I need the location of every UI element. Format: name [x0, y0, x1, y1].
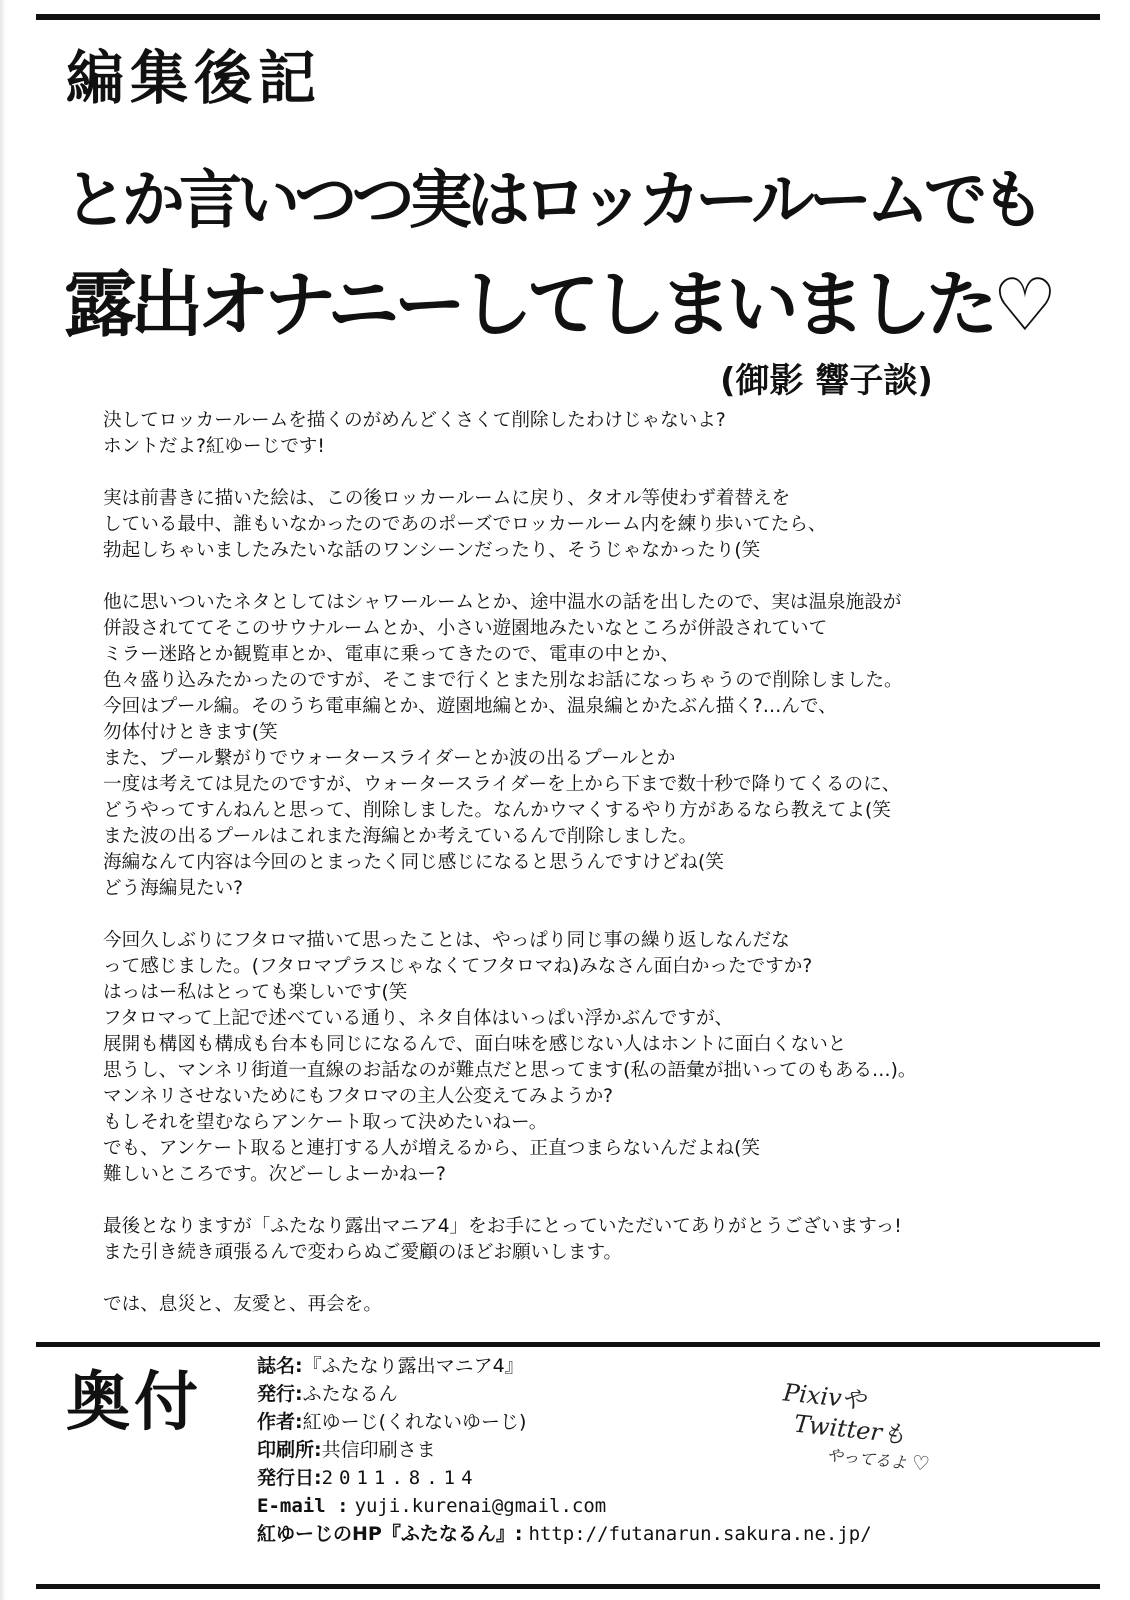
paragraph-line: している最中、誰もいなかったのであのポーズでロッカールーム内を練り歩いてたら、 [103, 514, 827, 535]
colophon-row-date [257, 1464, 872, 1492]
colophon-label: E-mail : [257, 1495, 349, 1517]
paragraph-line: 今回久しぶりにフタロマ描いて思ったことは、やっぱり同じ事の繰り返しなんだな [103, 930, 790, 951]
paragraph-line: 他に思いついたネタとしてはシャワールームとか、途中温水の話を出したので、実は温泉施設が [103, 592, 902, 613]
paragraph [103, 928, 1093, 1188]
paragraph-line: ホントだよ?紅ゆーじです! [103, 436, 325, 457]
bottom-rule [36, 1584, 1100, 1589]
email-link[interactable]: yuji.kurenai@gmail.com [354, 1495, 607, 1517]
colophon-label: 発行日: [257, 1467, 322, 1489]
paragraph-line: では、息災と、友愛と、再会を。 [103, 1294, 382, 1315]
paragraph [103, 590, 1093, 902]
headline-attribution: (御影 響子談) [720, 361, 933, 401]
top-rule [36, 14, 1100, 20]
note-line-3-text: やってるよ [826, 1445, 908, 1473]
headline-line-1: とか言いつつ実はロッカールームでも [64, 163, 1039, 237]
paragraph-line: また、プール繋がりでウォータースライダーとか波の出るプールとか [103, 748, 676, 769]
paragraph [103, 1214, 1093, 1266]
paragraph-line: 色々盛り込みたかったのですが、そこまで行くとまた別なお話になっちゃうので削除しました。 [103, 670, 903, 691]
paragraph-line: 併設されててそこのサウナルームとか、小さい遊園地みたいなところが併設されていて [103, 618, 828, 639]
colophon-label: 紅ゆーじのHP『ふたなるん』: [257, 1523, 523, 1545]
scan-edge [0, 0, 6, 1600]
paragraph-line: 勃起しちゃいましたみたいな話のワンシーンだったり、そうじゃなかったり(笑 [103, 540, 761, 561]
colophon-row-title [257, 1352, 872, 1380]
paragraph-line: 難しいところです。次どーしよーかねー? [103, 1164, 446, 1185]
heart-icon: ♡ [910, 1450, 931, 1476]
paragraph-line: 海編なんて内容は今回のとまったく同じ感じになると思うんですけどね(笑 [103, 852, 724, 873]
colophon-label: 作者: [257, 1411, 303, 1433]
paragraph-line: 最後となりますが「ふたなり露出マニア4」をお手にとっていただいてありがとうございますっ! [103, 1216, 902, 1237]
paragraph [103, 1292, 1093, 1318]
paragraph-line: どう海編見たい? [103, 878, 244, 899]
colophon-label: 発行: [257, 1383, 303, 1405]
paragraph [103, 486, 1093, 564]
homepage-link[interactable]: http://futanarun.sakura.ne.jp/ [528, 1523, 872, 1545]
paragraph-line: って感じました。(フタロマプラスじゃなくてフタロマね)みなさん面白かったですか? [103, 956, 813, 977]
paragraph-line: ミラー迷路とか観覧車とか、電車に乗ってきたので、電車の中とか、 [103, 644, 680, 665]
headline-line-2: 露出オナニーしてしまいました♡ [64, 264, 1052, 348]
paragraph-line: どうやってすんねんと思って、削除しました。なんかウマくするやり方があるなら教えてよ(笑 [103, 800, 891, 821]
page-heading: 編集後記 [66, 44, 323, 112]
paragraph-line: でも、アンケート取ると連打する人が増えるから、正直つまらないんだよね(笑 [103, 1138, 760, 1159]
paragraph-line: 決してロッカールームを描くのがめんどくさくて削除したわけじゃないよ? [103, 410, 726, 431]
colophon-value: 紅ゆーじ(くれないゆーじ) [302, 1411, 527, 1433]
colophon-value: 2011.8.14 [321, 1467, 479, 1489]
paragraph-line: 一度は考えては見たのですが、ウォータースライダーを上から下まで数十秒で降りてくるのに、 [103, 774, 901, 795]
handwritten-note [776, 1377, 954, 1478]
paragraph-line: 思うし、マンネリ街道一直線のお話なのが難点だと思ってます(私の語彙が拙いってのもある…)。 [103, 1060, 917, 1081]
colophon-label: 印刷所: [257, 1439, 322, 1461]
note-line-1: Pixivや [781, 1378, 867, 1415]
colophon-label: 誌名: [257, 1355, 303, 1377]
paragraph-line: また波の出るプールはこれまた海編とか考えているんで削除しました。 [103, 826, 698, 847]
paragraph-line: もしそれを望むならアンケート取って決めたいねー。 [103, 1112, 548, 1133]
colophon-value: 共信印刷さま [321, 1439, 436, 1461]
colophon-row-homepage [257, 1520, 872, 1548]
paragraph-line: マンネリさせないためにもフタロマの主人公変えてみようか? [103, 1086, 614, 1107]
paragraph [103, 408, 1093, 460]
paragraph-line: 展開も構図も構成も台本も同じになるんで、面白味を感じない人はホントに面白くないと [103, 1034, 847, 1055]
paragraph-line: 今回はプール編。そのうち電車編とか、遊園地編とか、温泉編とかたぶん描く?…んで、 [103, 696, 837, 717]
colophon-row-email [257, 1492, 872, 1520]
colophon-value: 『ふたなり露出マニア4』 [302, 1355, 524, 1377]
colophon-value: ふたなるん [302, 1383, 398, 1405]
paragraph-line: 実は前書きに描いた絵は、この後ロッカールームに戻り、タオル等使わず着替えを [103, 488, 791, 509]
paragraph-line: はっはー私はとっても楽しいです(笑 [103, 982, 408, 1003]
afterword-body [103, 408, 1093, 1344]
paragraph-line: 勿体付けときます(笑 [103, 722, 278, 743]
colophon-row-publisher [257, 1380, 872, 1408]
note-line-2: Twitterも [792, 1409, 908, 1450]
middle-rule [36, 1342, 1100, 1347]
paragraph-line: また引き続き頑張るんで変わらぬご愛顧のほどお願いします。 [103, 1242, 623, 1263]
colophon-title: 奥付 [66, 1366, 202, 1440]
paragraph-line: フタロマって上記で述べている通り、ネタ自体はいっぱい浮かぶんですが、 [103, 1008, 734, 1029]
